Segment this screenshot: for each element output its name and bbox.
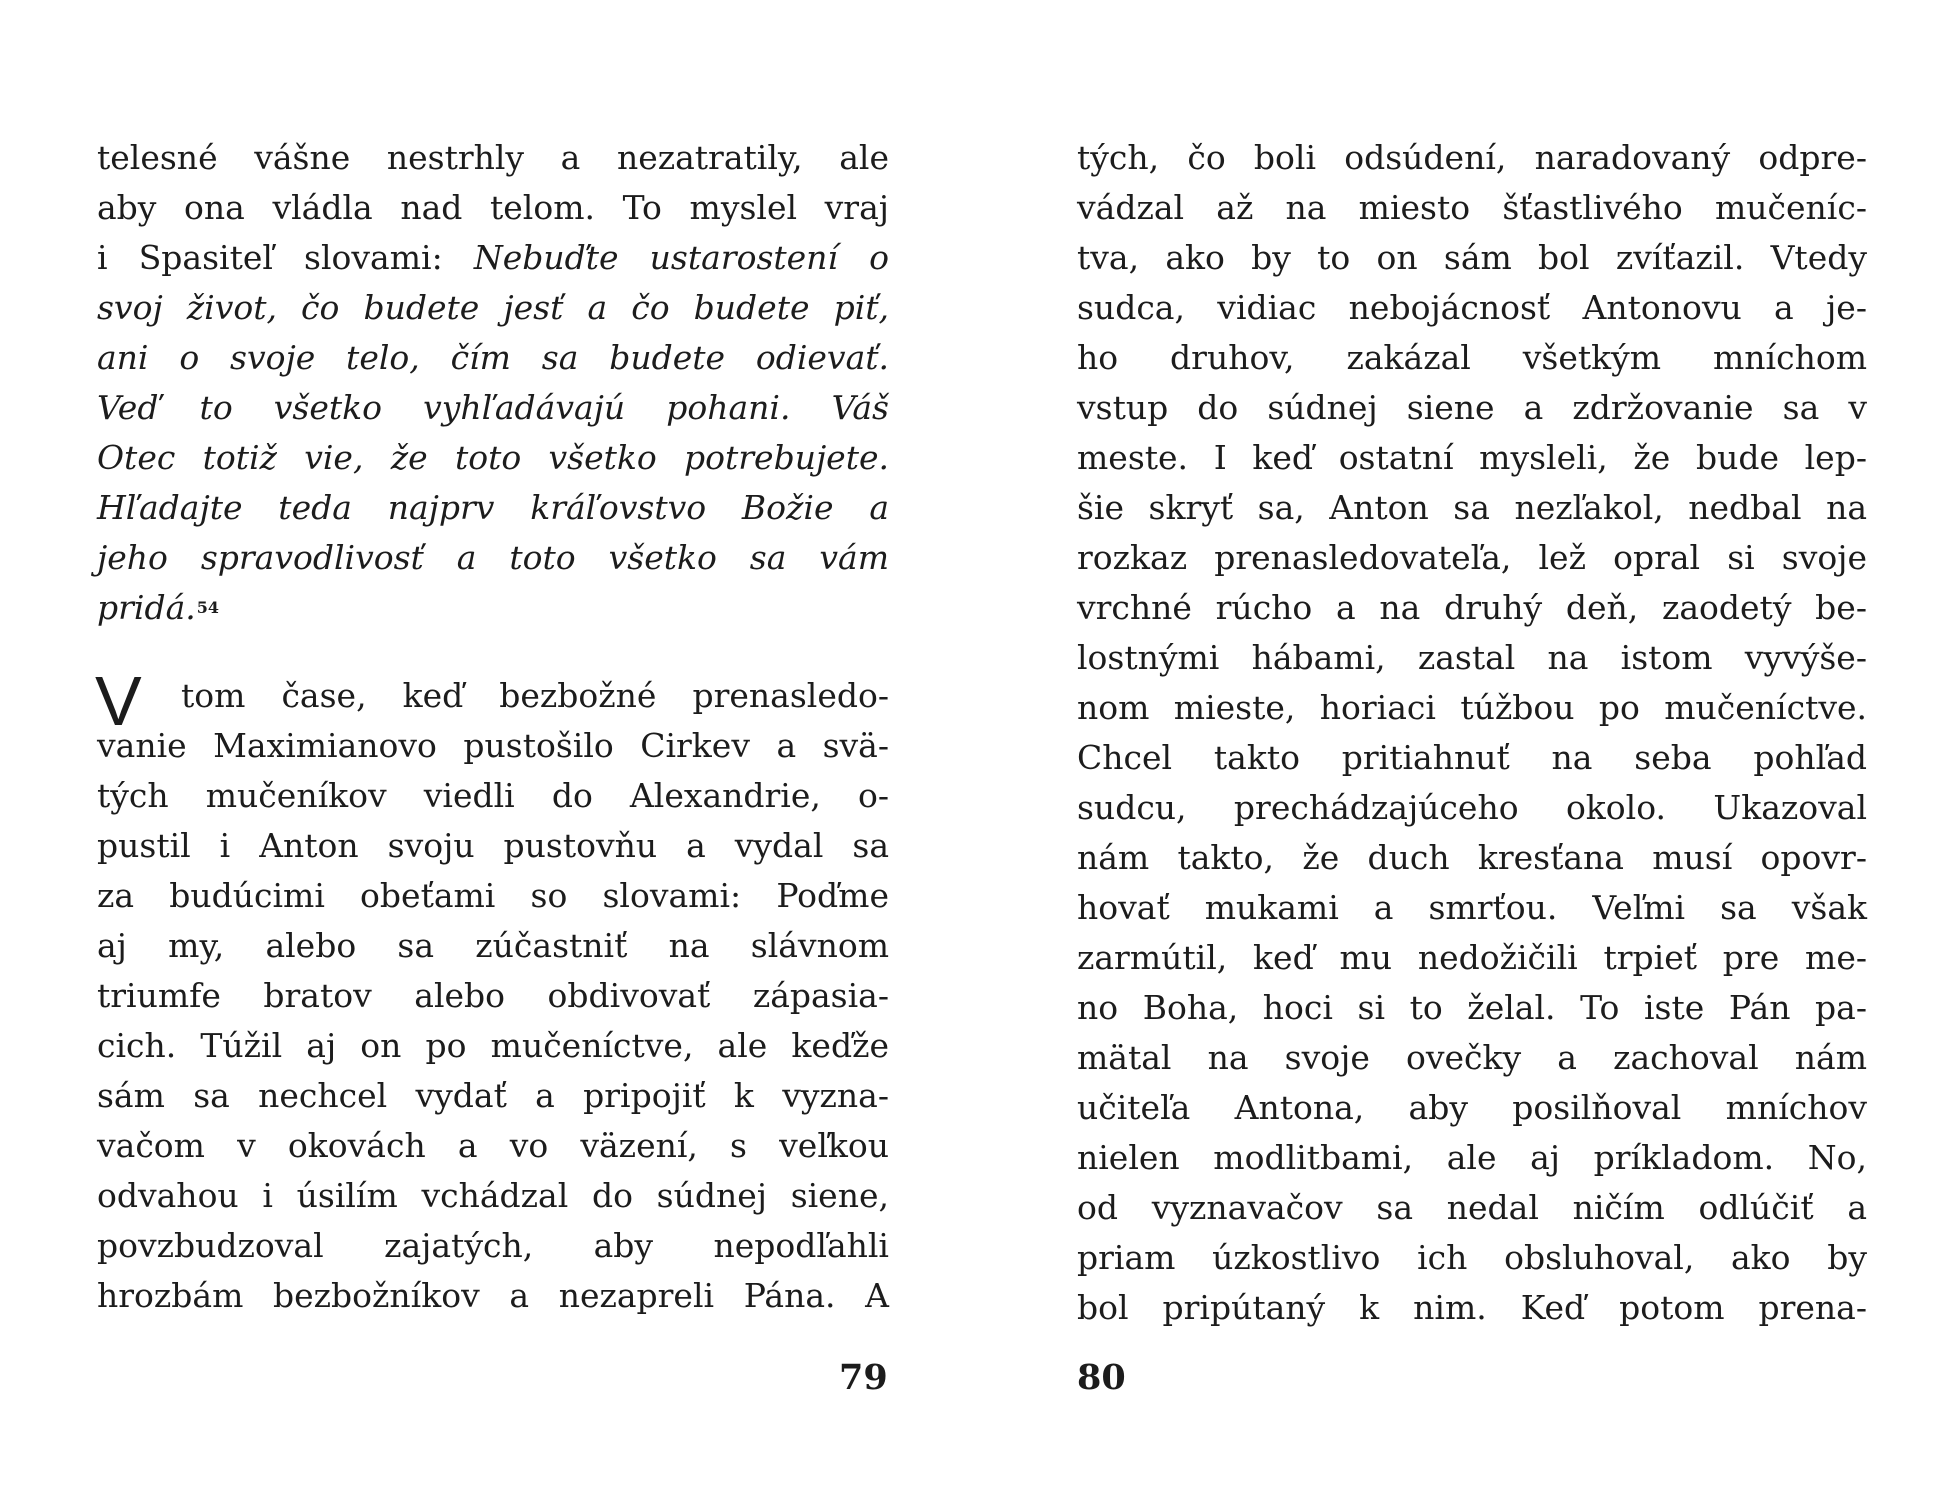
text-line: pustil i Anton svoju pustovňu a vydal sa [97, 826, 889, 865]
text-line: odvahou i úsilím vchádzal do súdnej siene, [97, 1176, 889, 1215]
text-span: tom čase, keď bezbožné prenasledo- [181, 676, 889, 715]
text-line: sám sa nechcel vydať a pripojiť k vyzna- [97, 1076, 889, 1115]
page-number-left: 79 [839, 1357, 888, 1398]
text-line: vádzal až na miesto šťastlivého mučeníc- [1077, 188, 1867, 227]
right-page [1077, 133, 1867, 1333]
scripture-quote-line: Hľadajte teda najprv kráľovstvo Božie a [97, 488, 889, 527]
scripture-quote-line: Veď to všetko vyhľadávajú pohani. Váš [97, 388, 889, 427]
text-line: vačom v okovách a vo väzení, s veľkou [97, 1126, 889, 1165]
scripture-quote: Nebuďte ustarostení o [473, 238, 889, 277]
text-line: vrchné rúcho a na druhý deň, zaodetý be- [1077, 588, 1867, 627]
text-line [97, 233, 889, 283]
text-line: ho druhov, zakázal všetkým mníchom [1077, 338, 1867, 377]
paragraph-first-line [95, 662, 889, 740]
text-line: nielen modlitbami, ale aj príkladom. No, [1077, 1138, 1867, 1177]
scripture-quote-line: Otec totiž vie, že toto všetko potrebujete. [97, 438, 889, 477]
text-line: tva, ako by to on sám bol zvíťazil. Vtedy [1077, 238, 1867, 277]
text-line: vstup do súdnej siene a zdržovanie sa v [1077, 388, 1867, 427]
text-line: rozkaz prenasledovateľa, lež opral si svoje [1077, 538, 1867, 577]
text-line: zarmútil, keď mu nedožičili trpieť pre me- [1077, 938, 1867, 977]
text-line: cich. Túžil aj on po mučeníctve, ale keďže [97, 1026, 889, 1065]
text-line: bol pripútaný k nim. Keď potom prena- [1077, 1288, 1867, 1327]
scripture-quote-line: svoj život, čo budete jesť a čo budete piť, [97, 288, 889, 327]
scripture-quote-line [97, 583, 889, 633]
scripture-quote-line: jeho spravodlivosť a toto všetko sa vám [97, 538, 889, 577]
text-line: mätal na svoje ovečky a zachoval nám [1077, 1038, 1867, 1077]
text-line: priam úzkostlivo ich obsluhoval, ako by [1077, 1238, 1867, 1277]
text-line: lostnými hábami, zastal na istom vyvýše- [1077, 638, 1867, 677]
text-line: za budúcimi obeťami so slovami: Poďme [97, 876, 889, 915]
text-line: tých, čo boli odsúdení, naradovaný odpre- [1077, 138, 1867, 177]
text-line: aby ona vládla nad telom. To myslel vraj [97, 188, 889, 227]
text-line: učiteľa Antona, aby posilňoval mníchov [1077, 1088, 1867, 1127]
footnote-reference: 54 [196, 598, 220, 617]
text-line: telesné vášne nestrhly a nezatratily, ale [97, 138, 889, 177]
drop-cap: V [95, 662, 142, 740]
text-line: od vyznavačov sa nedal ničím odlúčiť a [1077, 1188, 1867, 1227]
text-line: nám takto, že duch kresťana musí opovr- [1077, 838, 1867, 877]
scripture-quote-end: pridá. [97, 588, 196, 627]
text-line: Chcel takto pritiahnuť na seba pohľad [1077, 738, 1867, 777]
left-page [97, 133, 889, 1321]
text-line: vanie Maximianovo pustošilo Cirkev a svä- [97, 726, 889, 765]
scripture-quote-line: ani o svoje telo, čím sa budete odievať. [97, 338, 889, 377]
text-line: meste. I keď ostatní mysleli, že bude lep- [1077, 438, 1867, 477]
text-line: sudca, vidiac nebojácnosť Antonovu a je- [1077, 288, 1867, 327]
text-line: tých mučeníkov viedli do Alexandrie, o- [97, 776, 889, 815]
text-line: aj my, alebo sa zúčastniť na slávnom [97, 926, 889, 965]
text-line: hrozbám bezbožníkov a nezapreli Pána. A [97, 1276, 889, 1315]
text-line: šie skryť sa, Anton sa nezľakol, nedbal na [1077, 488, 1867, 527]
text-line: nom mieste, horiaci túžbou po mučeníctve. [1077, 688, 1867, 727]
text-line: sudcu, prechádzajúceho okolo. Ukazoval [1077, 788, 1867, 827]
text-span: i Spasiteľ slovami: [97, 238, 443, 277]
text-line: hovať mukami a smrťou. Veľmi sa však [1077, 888, 1867, 927]
text-line: triumfe bratov alebo obdivovať zápasia- [97, 976, 889, 1015]
text-line: povzbudzoval zajatých, aby nepodľahli [97, 1226, 889, 1265]
text-line: no Boha, hoci si to želal. To iste Pán pa- [1077, 988, 1867, 1027]
page-number-right: 80 [1077, 1357, 1126, 1398]
paragraph-gap [97, 633, 889, 671]
